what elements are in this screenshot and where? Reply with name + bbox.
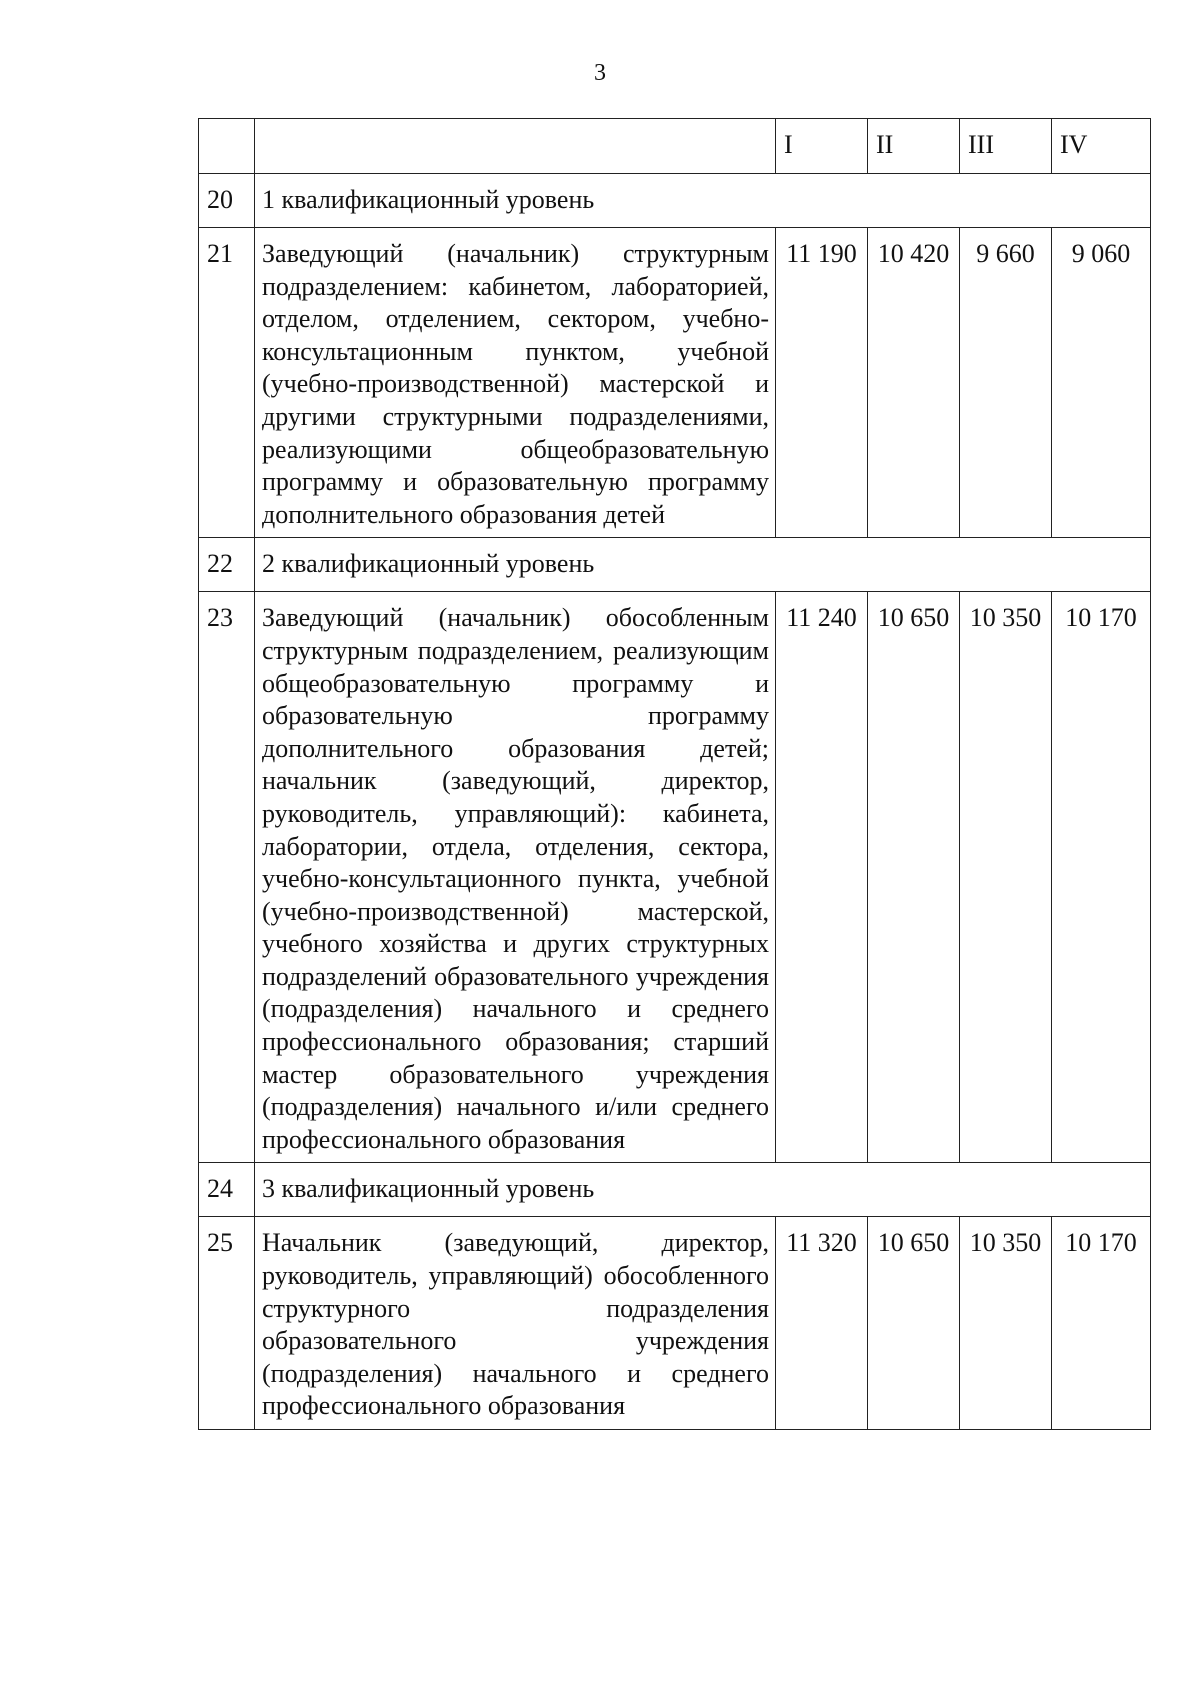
salary-value-1: 11 240 [776,592,868,1163]
qualification-level-title: 3 квалификационный уровень [255,1163,1151,1217]
qualification-level-title: 1 квалификационный уровень [255,174,1151,228]
salary-value-3: 9 660 [960,228,1052,538]
position-description: Начальник (заведующий, директор, руководитель, управляющий) обособленного структурного подразделения образовательного учреждения (подразделения) начального и среднего профессионального образования [255,1217,776,1430]
page-number: 3 [594,60,606,86]
salary-value-3: 10 350 [960,1217,1052,1430]
salary-value-4: 10 170 [1052,592,1151,1163]
table-row [199,1217,1151,1430]
row-number: 21 [199,228,255,538]
header-column-4: IV [1052,119,1151,174]
row-number: 25 [199,1217,255,1430]
row-number: 23 [199,592,255,1163]
salary-value-2: 10 650 [868,592,960,1163]
salary-value-2: 10 650 [868,1217,960,1430]
header-column-2: II [868,119,960,174]
header-num-cell [199,119,255,174]
header-column-3: III [960,119,1052,174]
row-number: 20 [199,174,255,228]
salary-value-4: 9 060 [1052,228,1151,538]
table-row [199,174,1151,228]
qualification-level-title: 2 квалификационный уровень [255,538,1151,592]
salary-value-4: 10 170 [1052,1217,1151,1430]
table-header-row [199,119,1151,174]
salary-value-1: 11 190 [776,228,868,538]
table-row [199,1163,1151,1217]
table-row [199,228,1151,538]
position-description: Заведующий (начальник) структурным подразделением: кабинетом, лабораторией, отделом, отделением, сектором, учебно-консультационным пунктом, учебной (учебно-производственной) мастерской и другими структурными подразделениями, реализующими общеобразовательную программу и образовательную программу дополнительного образования детей [255,228,776,538]
salary-value-1: 11 320 [776,1217,868,1430]
header-name-cell [255,119,776,174]
row-number: 22 [199,538,255,592]
header-column-1: I [776,119,868,174]
table-row [199,538,1151,592]
row-number: 24 [199,1163,255,1217]
salary-value-3: 10 350 [960,592,1052,1163]
table-row [199,592,1151,1163]
salary-table [198,118,1151,1430]
position-description: Заведующий (начальник) обособленным структурным подразделением, реализующим общеобразовательную программу и образовательную программу дополнительного образования детей; начальник (заведующий, директор, руководитель, управляющий): кабинета, лаборатории, отдела, отделения, сектора, учебно-консультационного пункта, учебной (учебно-производственной) мастерской, учебного хозяйства и других структурных подразделений образовательного учреждения (подразделения) начального и среднего профессионального образования; старший мастер образовательного учреждения (подразделения) начального и/или среднего профессионального образования [255,592,776,1163]
salary-value-2: 10 420 [868,228,960,538]
